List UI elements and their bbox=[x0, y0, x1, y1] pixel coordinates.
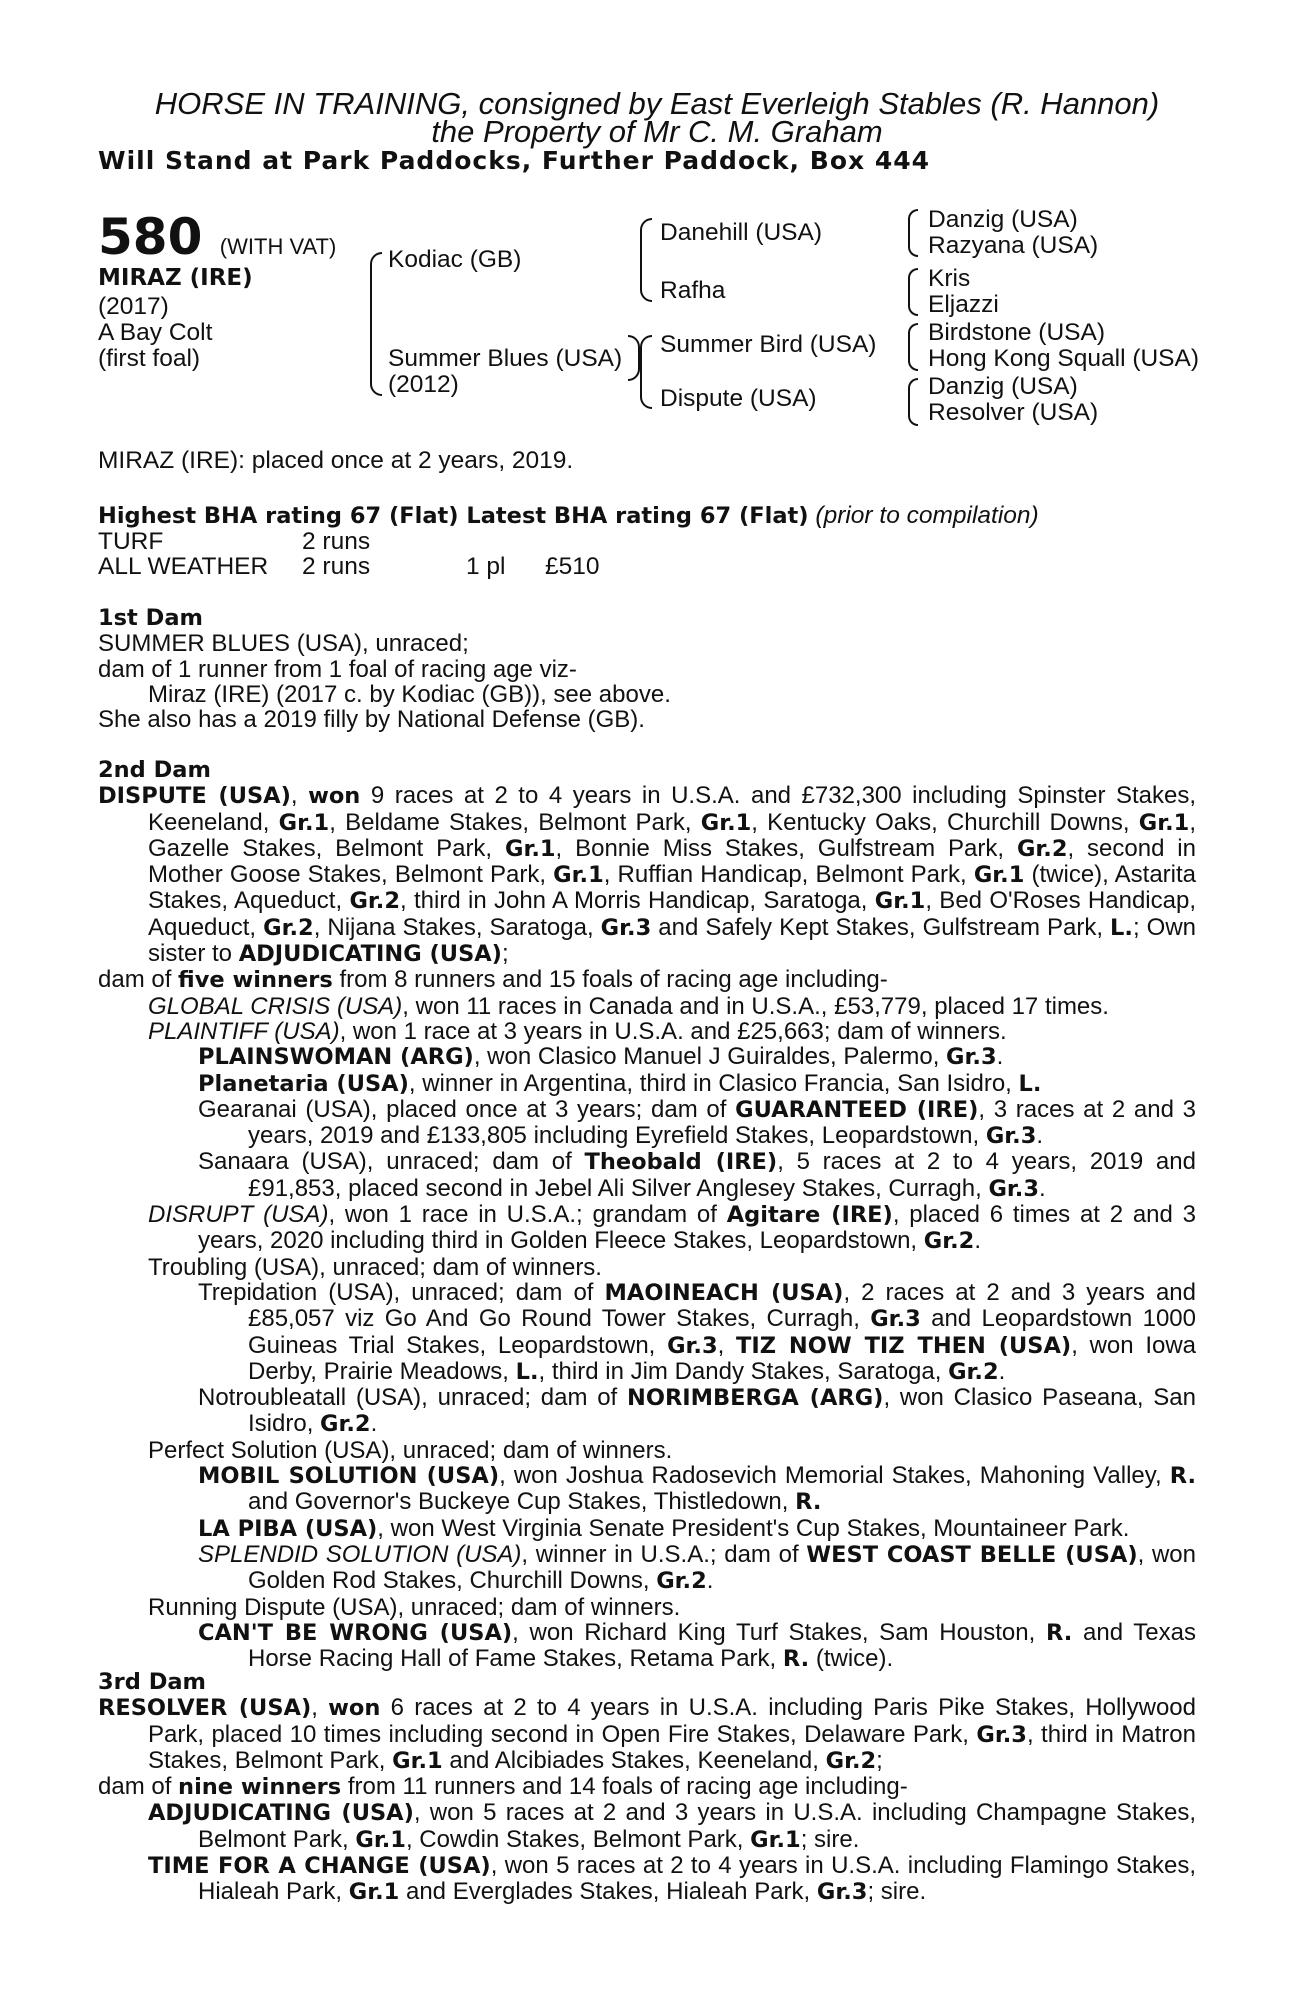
first-dam-foal: Miraz (IRE) (2017 c. by Kodiac (GB)), see above. bbox=[148, 680, 671, 708]
lot-number: 580 (WITH VAT) bbox=[98, 208, 337, 266]
brace-gg4 bbox=[908, 378, 918, 426]
pedigree-g3: Summer Bird (USA) bbox=[660, 331, 877, 358]
pedigree-gg3: Kris bbox=[928, 265, 971, 292]
produce-entry: DISRUPT (USA), won 1 race in U.S.A.; grandam of Agitare (IRE), placed 6 times at 2 and 3 years, 2020 including third in Golden Fleece Stakes, Leopardstown, Gr.2. bbox=[148, 1201, 1196, 1255]
rating-text: Highest BHA rating 67 (Flat) Latest BHA rating 67 (Flat) bbox=[98, 503, 809, 529]
third-dam-record: RESOLVER (USA), won 6 races at 2 to 4 years in U.S.A. including Paris Pike Stakes, Hollywood Park, placed 10 times including second in Open Fire Stakes, Delaware Park, Gr.3, third in Matron Stakes, Belmont Park, Gr.1 and Alcibiades Stakes, Keeneland, Gr.2; bbox=[98, 1694, 1196, 1774]
produce-entry: CAN'T BE WRONG (USA), won Richard King Turf Stakes, Sam Houston, R. and Texas Horse Racing Hall of Fame Stakes, Retama Park, R. (twice). bbox=[198, 1618, 1197, 1673]
second-dam-record: DISPUTE (USA), won 9 races at 2 to 4 years in U.S.A. and £732,300 including Spinster Stakes, Keeneland, Gr.1, Beldame Stakes, Belmont Park, Gr.1, Kentucky Oaks, Churchill Downs, Gr.1, Gazelle Stakes, Belmont Park, Gr.1, Bonnie Miss Stakes, Gulfstream Park, Gr.2, second in Mother Goose Stakes, Belmont Park, Gr.1, Ruffian Handicap, Belmont Park, Gr.1 (twice), Astarita Stakes, Aqueduct, Gr.2, third in John A Morris Handicap, Saratoga, Gr.1, Bed O'Roses Handicap, Aqueduct, Gr.2, Nijana Stakes, Saratoga, Gr.3 and Safely Kept Stakes, Gulfstream Park, L.; Own sister to ADJUDICATING (USA); bbox=[98, 782, 1197, 968]
rating-note: (prior to compilation) bbox=[815, 502, 1039, 529]
produce-entry: TIME FOR A CHANGE (USA), won 5 races at 2 to 4 years in U.S.A. including Flamingo Stakes, Hialeah Park, Gr.1 and Everglades Stakes, Hialeah Park, Gr.3; sire. bbox=[148, 1852, 1196, 1906]
brace-gg1 bbox=[908, 209, 918, 257]
aw-runs: 2 runs bbox=[302, 553, 371, 580]
produce-entry: Gearanai (USA), placed once at 3 years; dam of GUARANTEED (IRE), 3 races at 2 and 3 years, 2019 and £133,805 including Eyrefield Stakes, Leopardstown, Gr.3. bbox=[198, 1095, 1196, 1150]
produce-entry: Planetaria (USA), winner in Argentina, third in Clasico Francia, San Isidro, L. bbox=[198, 1069, 1042, 1097]
produce-entry: Running Dispute (USA), unraced; dam of winners. bbox=[148, 1593, 681, 1621]
race-summary: MIRAZ (IRE): placed once at 2 years, 2019. bbox=[98, 447, 574, 474]
turf-label: TURF bbox=[98, 528, 164, 555]
pedigree-gg2: Razyana (USA) bbox=[928, 232, 1099, 259]
first-dam-heading: 1st Dam bbox=[98, 605, 203, 631]
produce-entry: PLAINTIFF (USA), won 1 race at 3 years in U.S.A. and £25,663; dam of winners. bbox=[148, 1017, 1007, 1045]
header-line-2: the Property of Mr C. M. Graham bbox=[431, 114, 883, 149]
third-dam-heading: 3rd Dam bbox=[98, 1669, 206, 1695]
produce-entry: Sanaara (USA), unraced; dam of Theobald (IRE), 5 races at 2 to 4 years, 2019 and £91,853, placed second in Jebel Ali Silver Anglesey Stakes, Curragh, Gr.3. bbox=[198, 1148, 1196, 1202]
pedigree-gg8: Resolver (USA) bbox=[928, 399, 1099, 426]
horse-year: (2017) bbox=[98, 293, 169, 320]
header-line-1: HORSE IN TRAINING, consigned by East Everleigh Stables (R. Hannon) bbox=[154, 86, 1160, 121]
horse-desc: A Bay Colt bbox=[98, 319, 213, 346]
pedigree-g4: Dispute (USA) bbox=[660, 385, 817, 412]
produce-entry: PLAINSWOMAN (ARG), won Clasico Manuel J Guiraldes, Palermo, Gr.3. bbox=[198, 1043, 1004, 1071]
brace-dam-in bbox=[628, 335, 640, 381]
second-dam-section bbox=[98, 758, 1196, 1672]
header-line-3: Will Stand at Park Paddocks, Further Paddock, Box 444 bbox=[98, 146, 931, 175]
brace-sire-parents bbox=[640, 218, 652, 302]
produce-entry: SPLENDID SOLUTION (USA), winner in U.S.A.; dam of WEST COAST BELLE (USA), won Golden Rod Stakes, Churchill Downs, Gr.2. bbox=[198, 1540, 1196, 1595]
pedigree-gg5: Birdstone (USA) bbox=[928, 319, 1106, 346]
pedigree-gg4: Eljazzi bbox=[928, 291, 999, 318]
produce-entry: Notroubleatall (USA), unraced; dam of NORIMBERGA (ARG), won Clasico Paseana, San Isidro, Gr.2. bbox=[198, 1384, 1196, 1438]
pedigree-g2: Rafha bbox=[660, 277, 726, 304]
second-dam-produce: dam of five winners from 8 runners and 15 foals of racing age including- bbox=[98, 966, 888, 994]
produce-entry: ADJUDICATING (USA), won 5 races at 2 and 3 years in U.S.A. including Champagne Stakes, Belmont Park, Gr.1, Cowdin Stakes, Belmont Park, Gr.1; sire. bbox=[148, 1799, 1196, 1853]
produce-entry: MOBIL SOLUTION (USA), won Joshua Radosevich Memorial Stakes, Mahoning Valley, R. and Governor's Buckeye Cup Stakes, Thistledown, R. bbox=[198, 1462, 1197, 1516]
brace-dam-parents bbox=[640, 335, 652, 409]
aw-label: ALL WEATHER bbox=[98, 553, 269, 580]
first-dam-line: SUMMER BLUES (USA), unraced; bbox=[98, 630, 469, 658]
pedigree-gg7: Danzig (USA) bbox=[928, 373, 1078, 400]
pedigree-g1: Danehill (USA) bbox=[660, 219, 823, 246]
horse-name: MIRAZ (IRE) bbox=[98, 265, 253, 291]
pedigree-dam: Summer Blues (USA) bbox=[388, 345, 623, 372]
rating-line bbox=[98, 503, 1039, 529]
pedigree-sire: Kodiac (GB) bbox=[388, 246, 522, 273]
first-dam-section bbox=[98, 606, 1196, 732]
produce-entry: Perfect Solution (USA), unraced; dam of winners. bbox=[148, 1436, 673, 1464]
brace-sire-dam bbox=[370, 252, 382, 396]
produce-entry: Trepidation (USA), unraced; dam of MAOINEACH (USA), 2 races at 2 and 3 years and £85,057 viz Go And Go Round Tower Stakes, Curragh, Gr.3 and Leopardstown 1000 Guineas Trial Stakes, Leopardstown, Gr.3, TIZ NOW TIZ THEN (USA), won Iowa Derby, Prairie Meadows, L., third in Jim Dandy Stakes, Saratoga, Gr.2. bbox=[198, 1278, 1197, 1385]
produce-entry: Troubling (USA), unraced; dam of winners. bbox=[148, 1253, 602, 1281]
aw-placed: 1 pl bbox=[466, 553, 506, 580]
horse-note: (first foal) bbox=[98, 345, 201, 372]
first-dam-line: She also has a 2019 filly by National Defense (GB). bbox=[98, 706, 645, 734]
produce-entry: GLOBAL CRISIS (USA), won 11 races in Canada and in U.S.A., £53,779, placed 17 times. bbox=[148, 992, 1109, 1020]
brace-gg3 bbox=[908, 323, 918, 371]
second-dam-heading: 2nd Dam bbox=[98, 757, 211, 783]
first-dam-line: dam of 1 runner from 1 foal of racing age viz- bbox=[98, 655, 577, 683]
pedigree-gg1: Danzig (USA) bbox=[928, 206, 1078, 233]
third-dam-produce: dam of nine winners from 11 runners and 14 foals of racing age including- bbox=[98, 1773, 908, 1801]
vat-note: (WITH VAT) bbox=[219, 234, 337, 259]
aw-prize: £510 bbox=[545, 553, 600, 580]
brace-gg2 bbox=[908, 268, 918, 316]
produce-entry: LA PIBA (USA), won West Virginia Senate President's Cup Stakes, Mountaineer Park. bbox=[198, 1514, 1130, 1542]
pedigree-dam-year: (2012) bbox=[388, 371, 459, 398]
turf-runs: 2 runs bbox=[302, 528, 371, 555]
third-dam-section bbox=[98, 1670, 1196, 1906]
pedigree-gg6: Hong Kong Squall (USA) bbox=[928, 345, 1200, 372]
